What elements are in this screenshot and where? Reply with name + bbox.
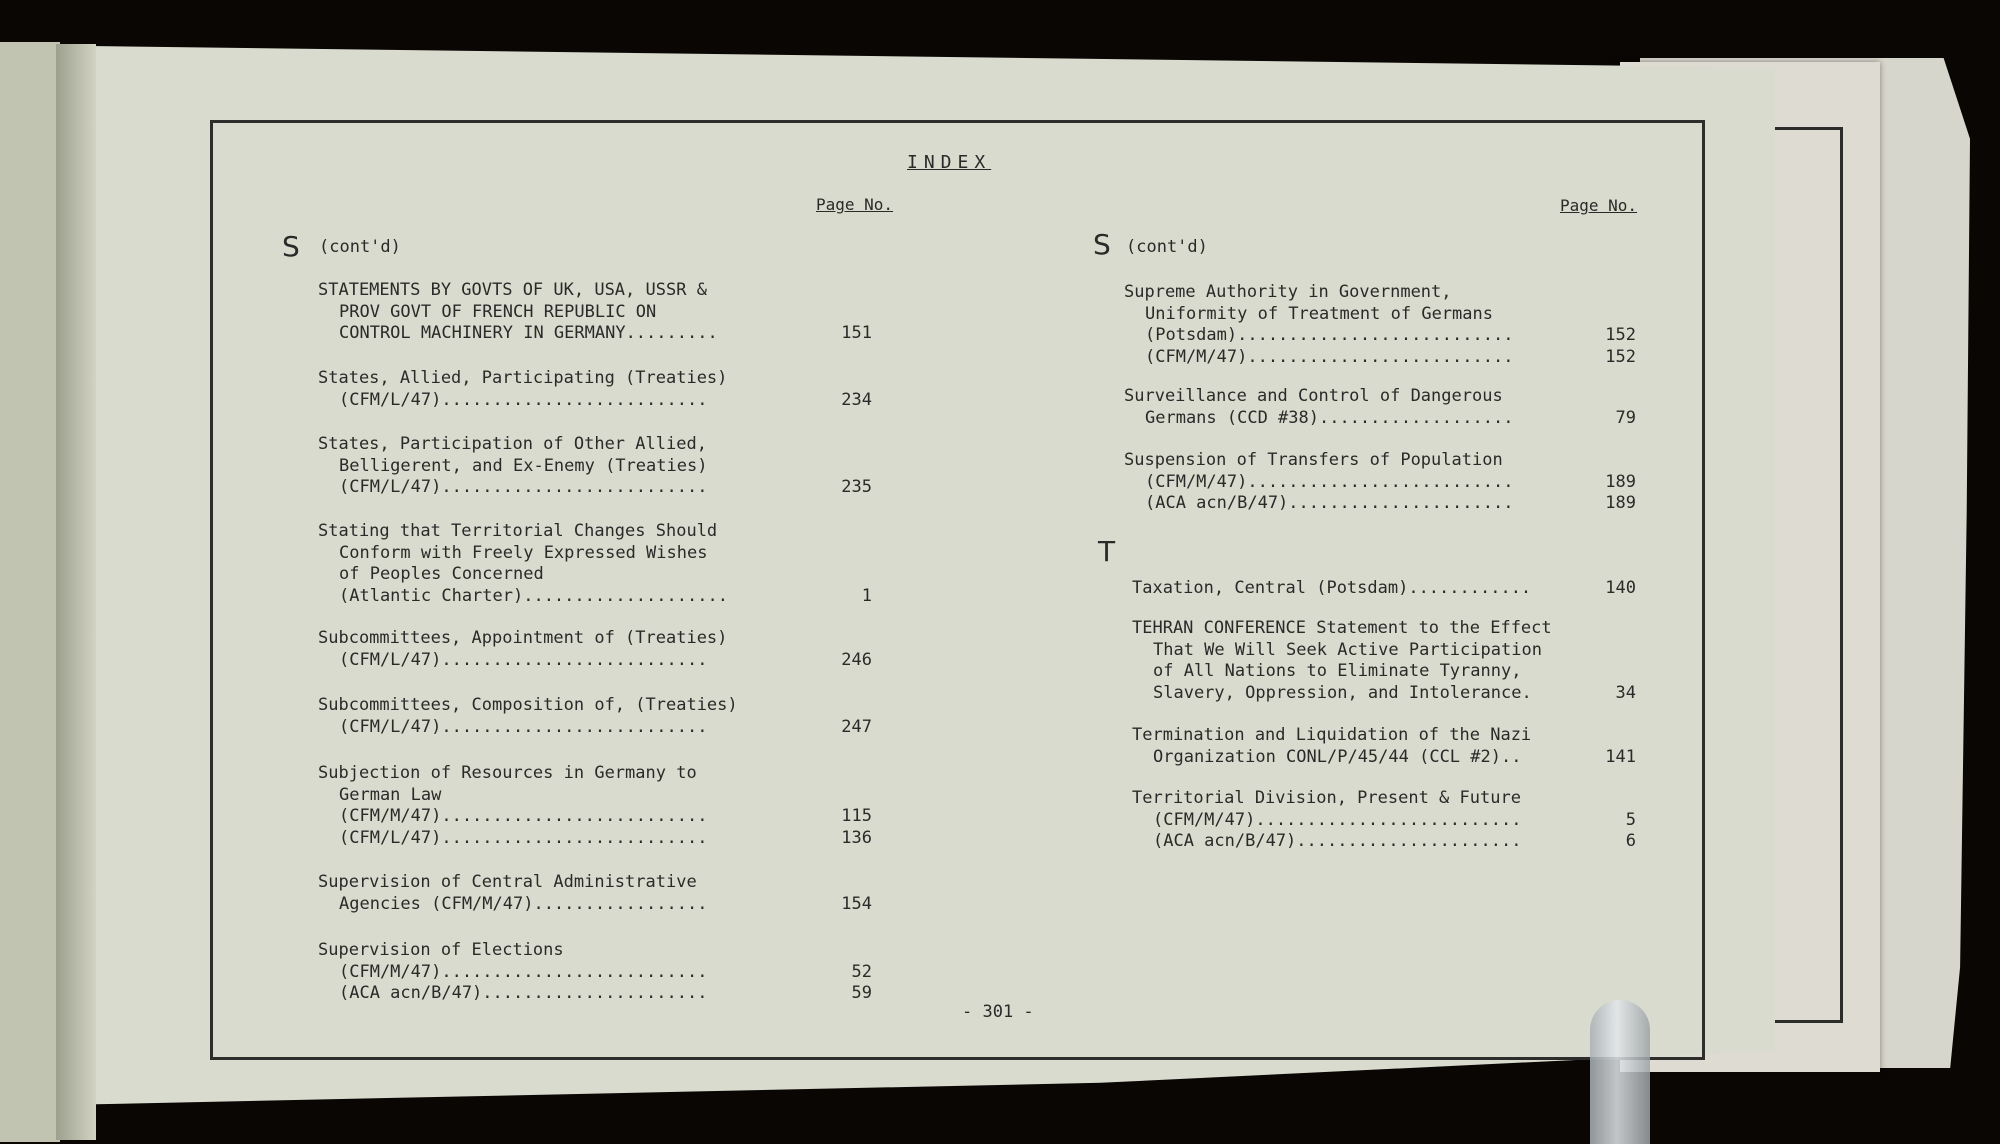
- entry-page-number: 247: [841, 716, 872, 737]
- entry-page-number: 152: [1605, 346, 1636, 367]
- entry-page-number: 115: [841, 806, 872, 826]
- plastic-page-clip: [1590, 1000, 1650, 1144]
- entry-line: States, Allied, Participating (Treaties): [318, 368, 728, 388]
- index-entry: [1132, 788, 1521, 853]
- entry-line: Suspension of Transfers of Population: [1124, 450, 1503, 470]
- entry-page-number: 151: [841, 323, 872, 343]
- entry-line: Organization CONL/P/45/44 (CCL #2)..: [1153, 746, 1522, 767]
- entry-line: of Peoples Concerned: [339, 564, 544, 584]
- entry-line: States, Participation of Other Allied,: [318, 434, 707, 454]
- entry-line: (CFM/M/47)..........................: [1145, 346, 1514, 367]
- entry-page-number: 152: [1605, 325, 1636, 345]
- entry-line: STATEMENTS BY GOVTS OF UK, USA, USSR &: [318, 280, 707, 300]
- entry-line: Territorial Division, Present & Future: [1132, 788, 1521, 808]
- entry-line: Supervision of Central Administrative: [318, 872, 697, 892]
- entry-line: Supervision of Elections: [318, 940, 564, 960]
- entry-line: Subcommittees, Composition of, (Treaties): [318, 695, 738, 715]
- letter-s-right: S: [1093, 228, 1111, 261]
- entry-page-number: 235: [841, 477, 872, 497]
- entry-line: (ACA acn/B/47)......................: [1153, 831, 1522, 851]
- index-entry: [1132, 578, 1531, 600]
- entry-page-number: 59: [851, 983, 872, 1003]
- entry-line: CONTROL MACHINERY IN GERMANY.........: [339, 323, 718, 343]
- entry-page-number: 189: [1605, 493, 1636, 513]
- entry-line: (CFM/L/47)..........................: [339, 649, 708, 670]
- entry-line: (ACA acn/B/47)......................: [339, 983, 708, 1003]
- entry-line: Conform with Freely Expressed Wishes: [339, 542, 708, 563]
- entry-line: (CFM/M/47)..........................: [1145, 471, 1514, 492]
- entry-line: German Law: [339, 784, 442, 805]
- contd-right: (cont'd): [1126, 237, 1208, 257]
- index-entry: [1132, 725, 1531, 768]
- index-entry: [318, 695, 738, 738]
- letter-t: T: [1098, 535, 1116, 568]
- page-no-label-right: Page No.: [1560, 196, 1638, 215]
- entry-page-number: 140: [1605, 578, 1636, 598]
- entry-page-number: 1: [861, 585, 872, 606]
- entry-page-number: 189: [1605, 471, 1636, 492]
- entry-line: of All Nations to Eliminate Tyranny,: [1153, 661, 1522, 681]
- index-entry: [1124, 386, 1513, 429]
- entry-line: Subjection of Resources in Germany to: [318, 763, 697, 783]
- entry-line: (CFM/L/47)..........................: [339, 716, 708, 737]
- entry-line: (CFM/M/47)..........................: [339, 961, 708, 982]
- entry-page-number: 154: [841, 893, 872, 914]
- index-entry: [318, 628, 727, 671]
- left-page-edge: [0, 42, 60, 1142]
- index-entry: [318, 368, 727, 411]
- entry-line: Subcommittees, Appointment of (Treaties): [318, 628, 728, 648]
- contd-left: (cont'd): [319, 237, 401, 257]
- entry-page-number: 6: [1625, 831, 1636, 851]
- entry-line: (CFM/L/47)..........................: [339, 389, 708, 410]
- entry-line: Termination and Liquidation of the Nazi: [1132, 725, 1532, 745]
- entry-page-number: 246: [841, 649, 872, 670]
- index-entry: [1124, 450, 1513, 515]
- index-heading: INDEX: [907, 152, 992, 173]
- entry-line: Taxation, Central (Potsdam)............: [1132, 578, 1532, 598]
- entry-line: PROV GOVT OF FRENCH REPUBLIC ON: [339, 301, 657, 322]
- index-entry: [1132, 618, 1552, 704]
- index-entry: [318, 763, 707, 849]
- entry-page-number: 79: [1615, 407, 1636, 428]
- page-number: - 301 -: [962, 1002, 1034, 1022]
- entry-page-number: 234: [841, 389, 872, 410]
- entry-line: (CFM/L/47)..........................: [339, 827, 708, 848]
- entry-line: Uniformity of Treatment of Germans: [1145, 303, 1493, 324]
- entry-page-number: 5: [1625, 809, 1636, 830]
- entry-line: (CFM/M/47)..........................: [339, 806, 708, 826]
- index-entry: [318, 872, 707, 915]
- index-entry: [1124, 282, 1513, 368]
- page-no-label-left: Page No.: [816, 195, 894, 214]
- entry-line: That We Will Seek Active Participation: [1153, 639, 1542, 660]
- entry-page-number: 136: [841, 827, 872, 848]
- entry-page-number: 52: [851, 961, 872, 982]
- binding-gutter: [56, 44, 96, 1140]
- entry-page-number: 141: [1605, 746, 1636, 767]
- index-entry: [318, 434, 707, 499]
- entry-line: Surveillance and Control of Dangerous: [1124, 386, 1503, 406]
- entry-line: (CFM/L/47)..........................: [339, 477, 708, 497]
- index-entry: [318, 521, 728, 607]
- entry-line: Belligerent, and Ex-Enemy (Treaties): [339, 455, 708, 476]
- entry-line: (Atlantic Charter)....................: [339, 585, 728, 606]
- entry-line: Slavery, Oppression, and Intolerance.: [1153, 682, 1532, 703]
- letter-s-left: S: [282, 230, 300, 263]
- entry-line: (Potsdam)...........................: [1145, 325, 1514, 345]
- index-entry: [318, 940, 707, 1005]
- index-entry: [318, 280, 718, 345]
- entry-line: (ACA acn/B/47)......................: [1145, 493, 1514, 513]
- entry-line: Germans (CCD #38)...................: [1145, 407, 1514, 428]
- entry-line: Agencies (CFM/M/47).................: [339, 893, 708, 914]
- entry-line: (CFM/M/47)..........................: [1153, 809, 1522, 830]
- entry-line: Supreme Authority in Government,: [1124, 282, 1452, 302]
- entry-line: TEHRAN CONFERENCE Statement to the Effect: [1132, 618, 1552, 638]
- entry-page-number: 34: [1615, 682, 1636, 703]
- entry-line: Stating that Territorial Changes Should: [318, 521, 718, 541]
